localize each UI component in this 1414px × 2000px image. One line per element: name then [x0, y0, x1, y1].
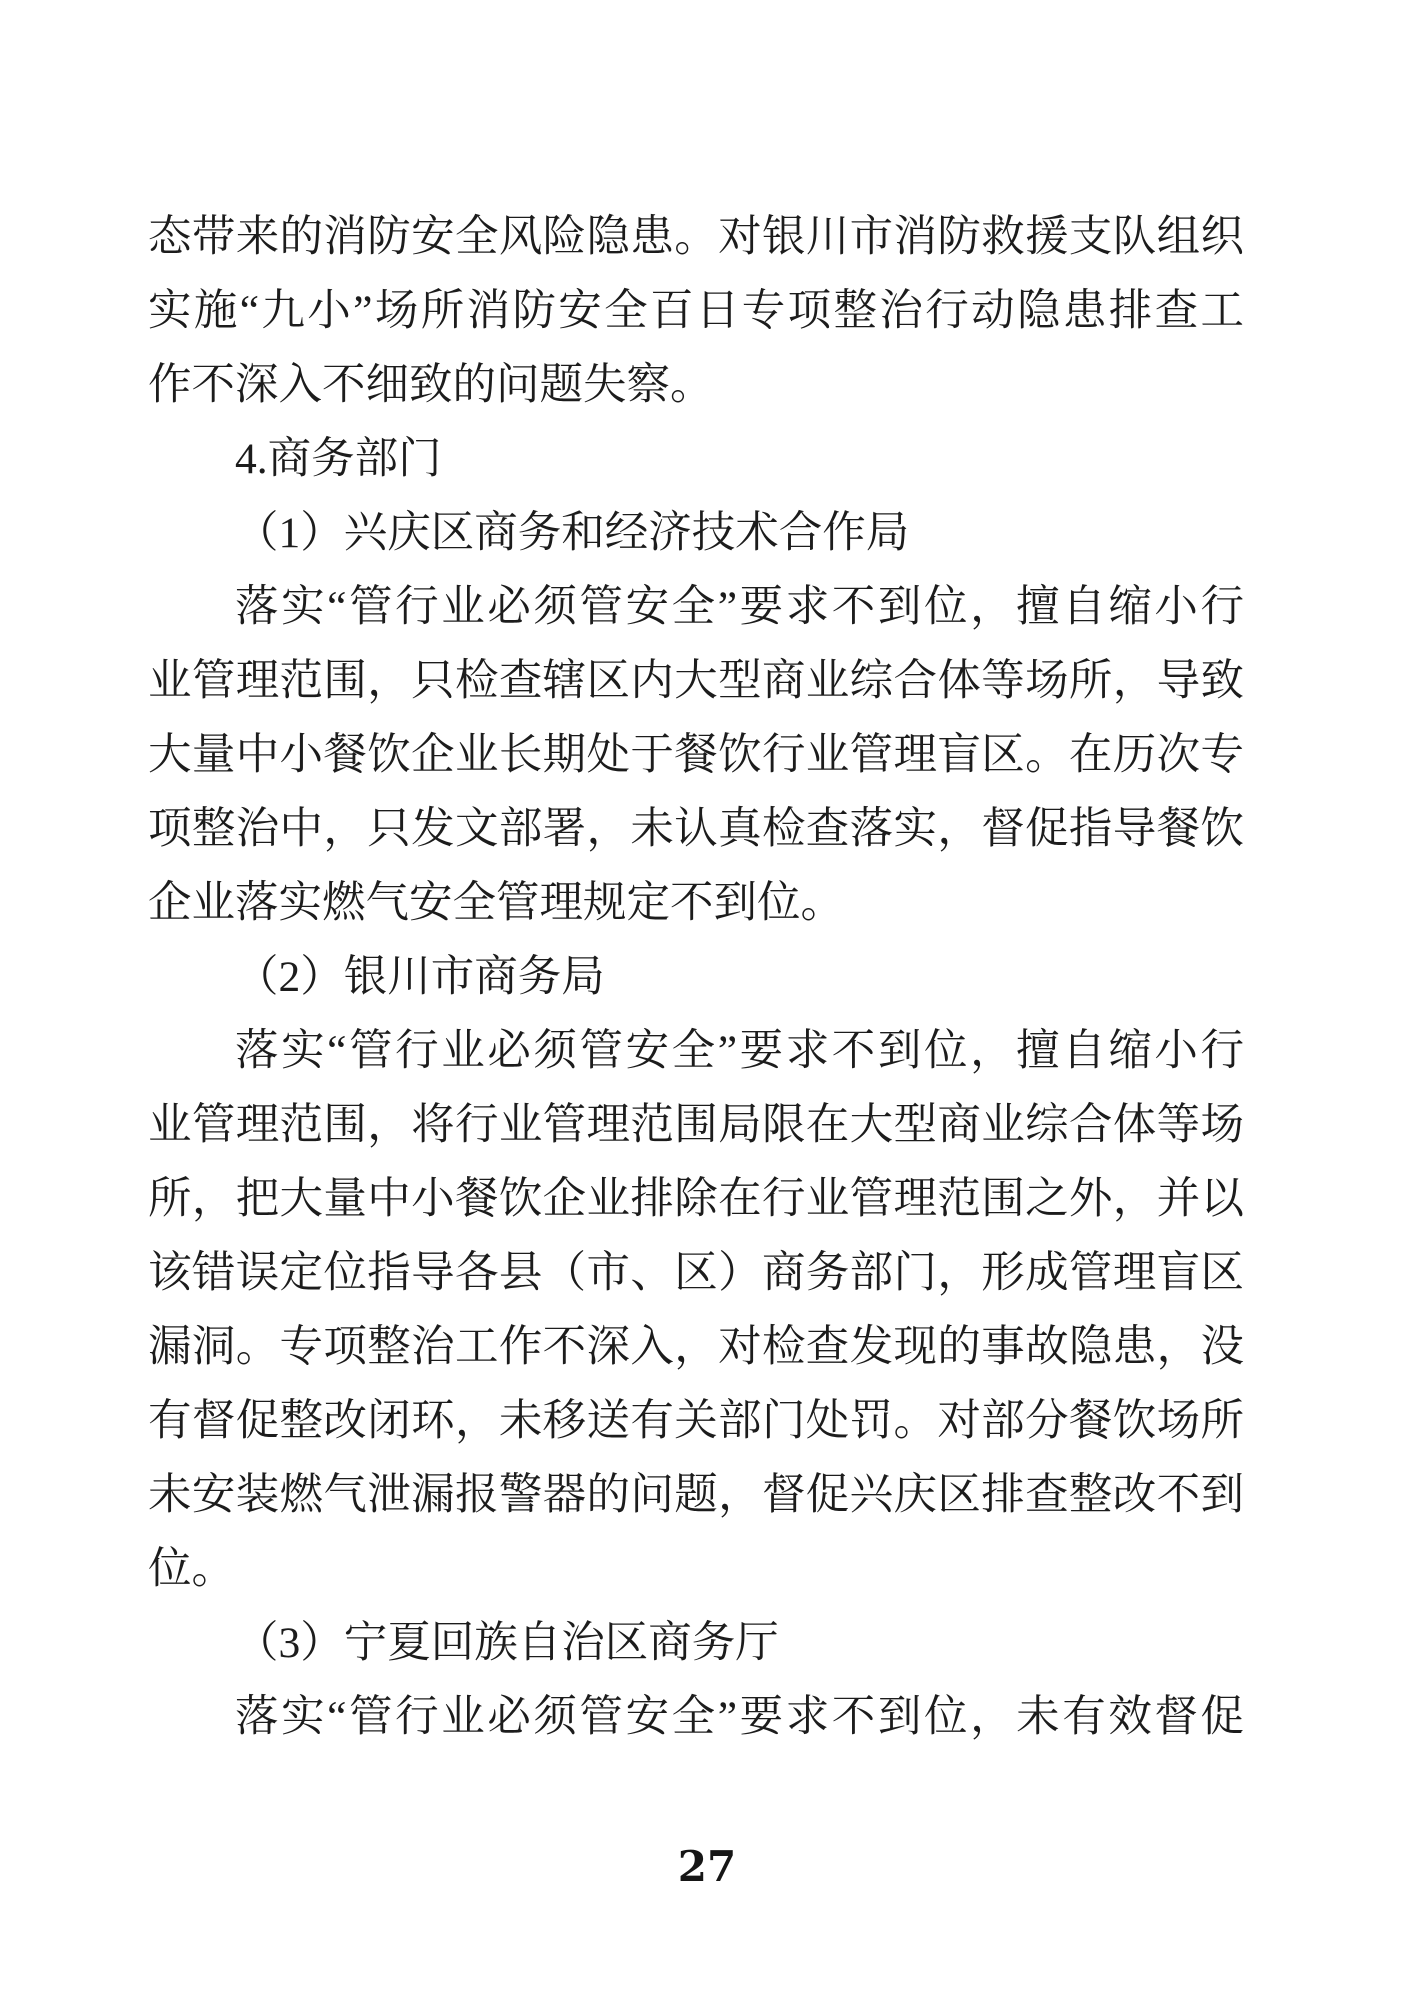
paragraph: [148, 200, 1244, 422]
text-line: 企业落实燃气安全管理规定不到位。: [148, 879, 844, 927]
text-line: 有督促整改闭环，未移送有关部门处罚。对部分餐饮场所: [148, 1397, 1244, 1445]
page-number: 27: [677, 1842, 737, 1891]
text-line: 态带来的消防安全风险隐患。对银川市消防救援支队组织: [148, 213, 1244, 261]
paragraph: [148, 1606, 1244, 1680]
text-line: 落实“管行业必须管安全”要求不到位，未有效督促: [235, 1693, 1244, 1741]
text-line: 4.商务部门: [235, 435, 442, 483]
text-line: 所，把大量中小餐饮企业排除在行业管理范围之外，并以: [148, 1175, 1244, 1223]
text-line: 业管理范围，只检查辖区内大型商业综合体等场所，导致: [148, 657, 1244, 705]
document-body: [148, 200, 1244, 1754]
text-line: 落实“管行业必须管安全”要求不到位，擅自缩小行: [235, 1027, 1244, 1075]
text-line: 大量中小餐饮企业长期处于餐饮行业管理盲区。在历次专: [148, 731, 1244, 779]
text-line: 未安装燃气泄漏报警器的问题，督促兴庆区排查整改不到: [148, 1471, 1244, 1519]
text-line: 实施“九小”场所消防安全百日专项整治行动隐患排查工: [148, 287, 1244, 335]
paragraph: [148, 1014, 1244, 1606]
paragraph: [148, 422, 1244, 496]
text-line: 落实“管行业必须管安全”要求不到位，擅自缩小行: [235, 583, 1244, 631]
text-line: 该错误定位指导各县（市、区）商务部门，形成管理盲区: [148, 1249, 1244, 1297]
text-line: 漏洞。专项整治工作不深入，对检查发现的事故隐患，没: [148, 1323, 1244, 1371]
text-line: 位。: [148, 1545, 235, 1593]
paragraph: [148, 1680, 1244, 1754]
paragraph: [148, 570, 1244, 940]
text-line: （3）宁夏回族自治区商务厅: [235, 1619, 779, 1667]
text-line: 项整治中，只发文部署，未认真检查落实，督促指导餐饮: [148, 805, 1244, 853]
text-line: （2）银川市商务局: [235, 953, 605, 1001]
paragraph: [148, 940, 1244, 1014]
text-line: 业管理范围，将行业管理范围局限在大型商业综合体等场: [148, 1101, 1244, 1149]
paragraph: [148, 496, 1244, 570]
text-line: （1）兴庆区商务和经济技术合作局: [235, 509, 910, 557]
text-line: 作不深入不细致的问题失察。: [148, 361, 714, 409]
